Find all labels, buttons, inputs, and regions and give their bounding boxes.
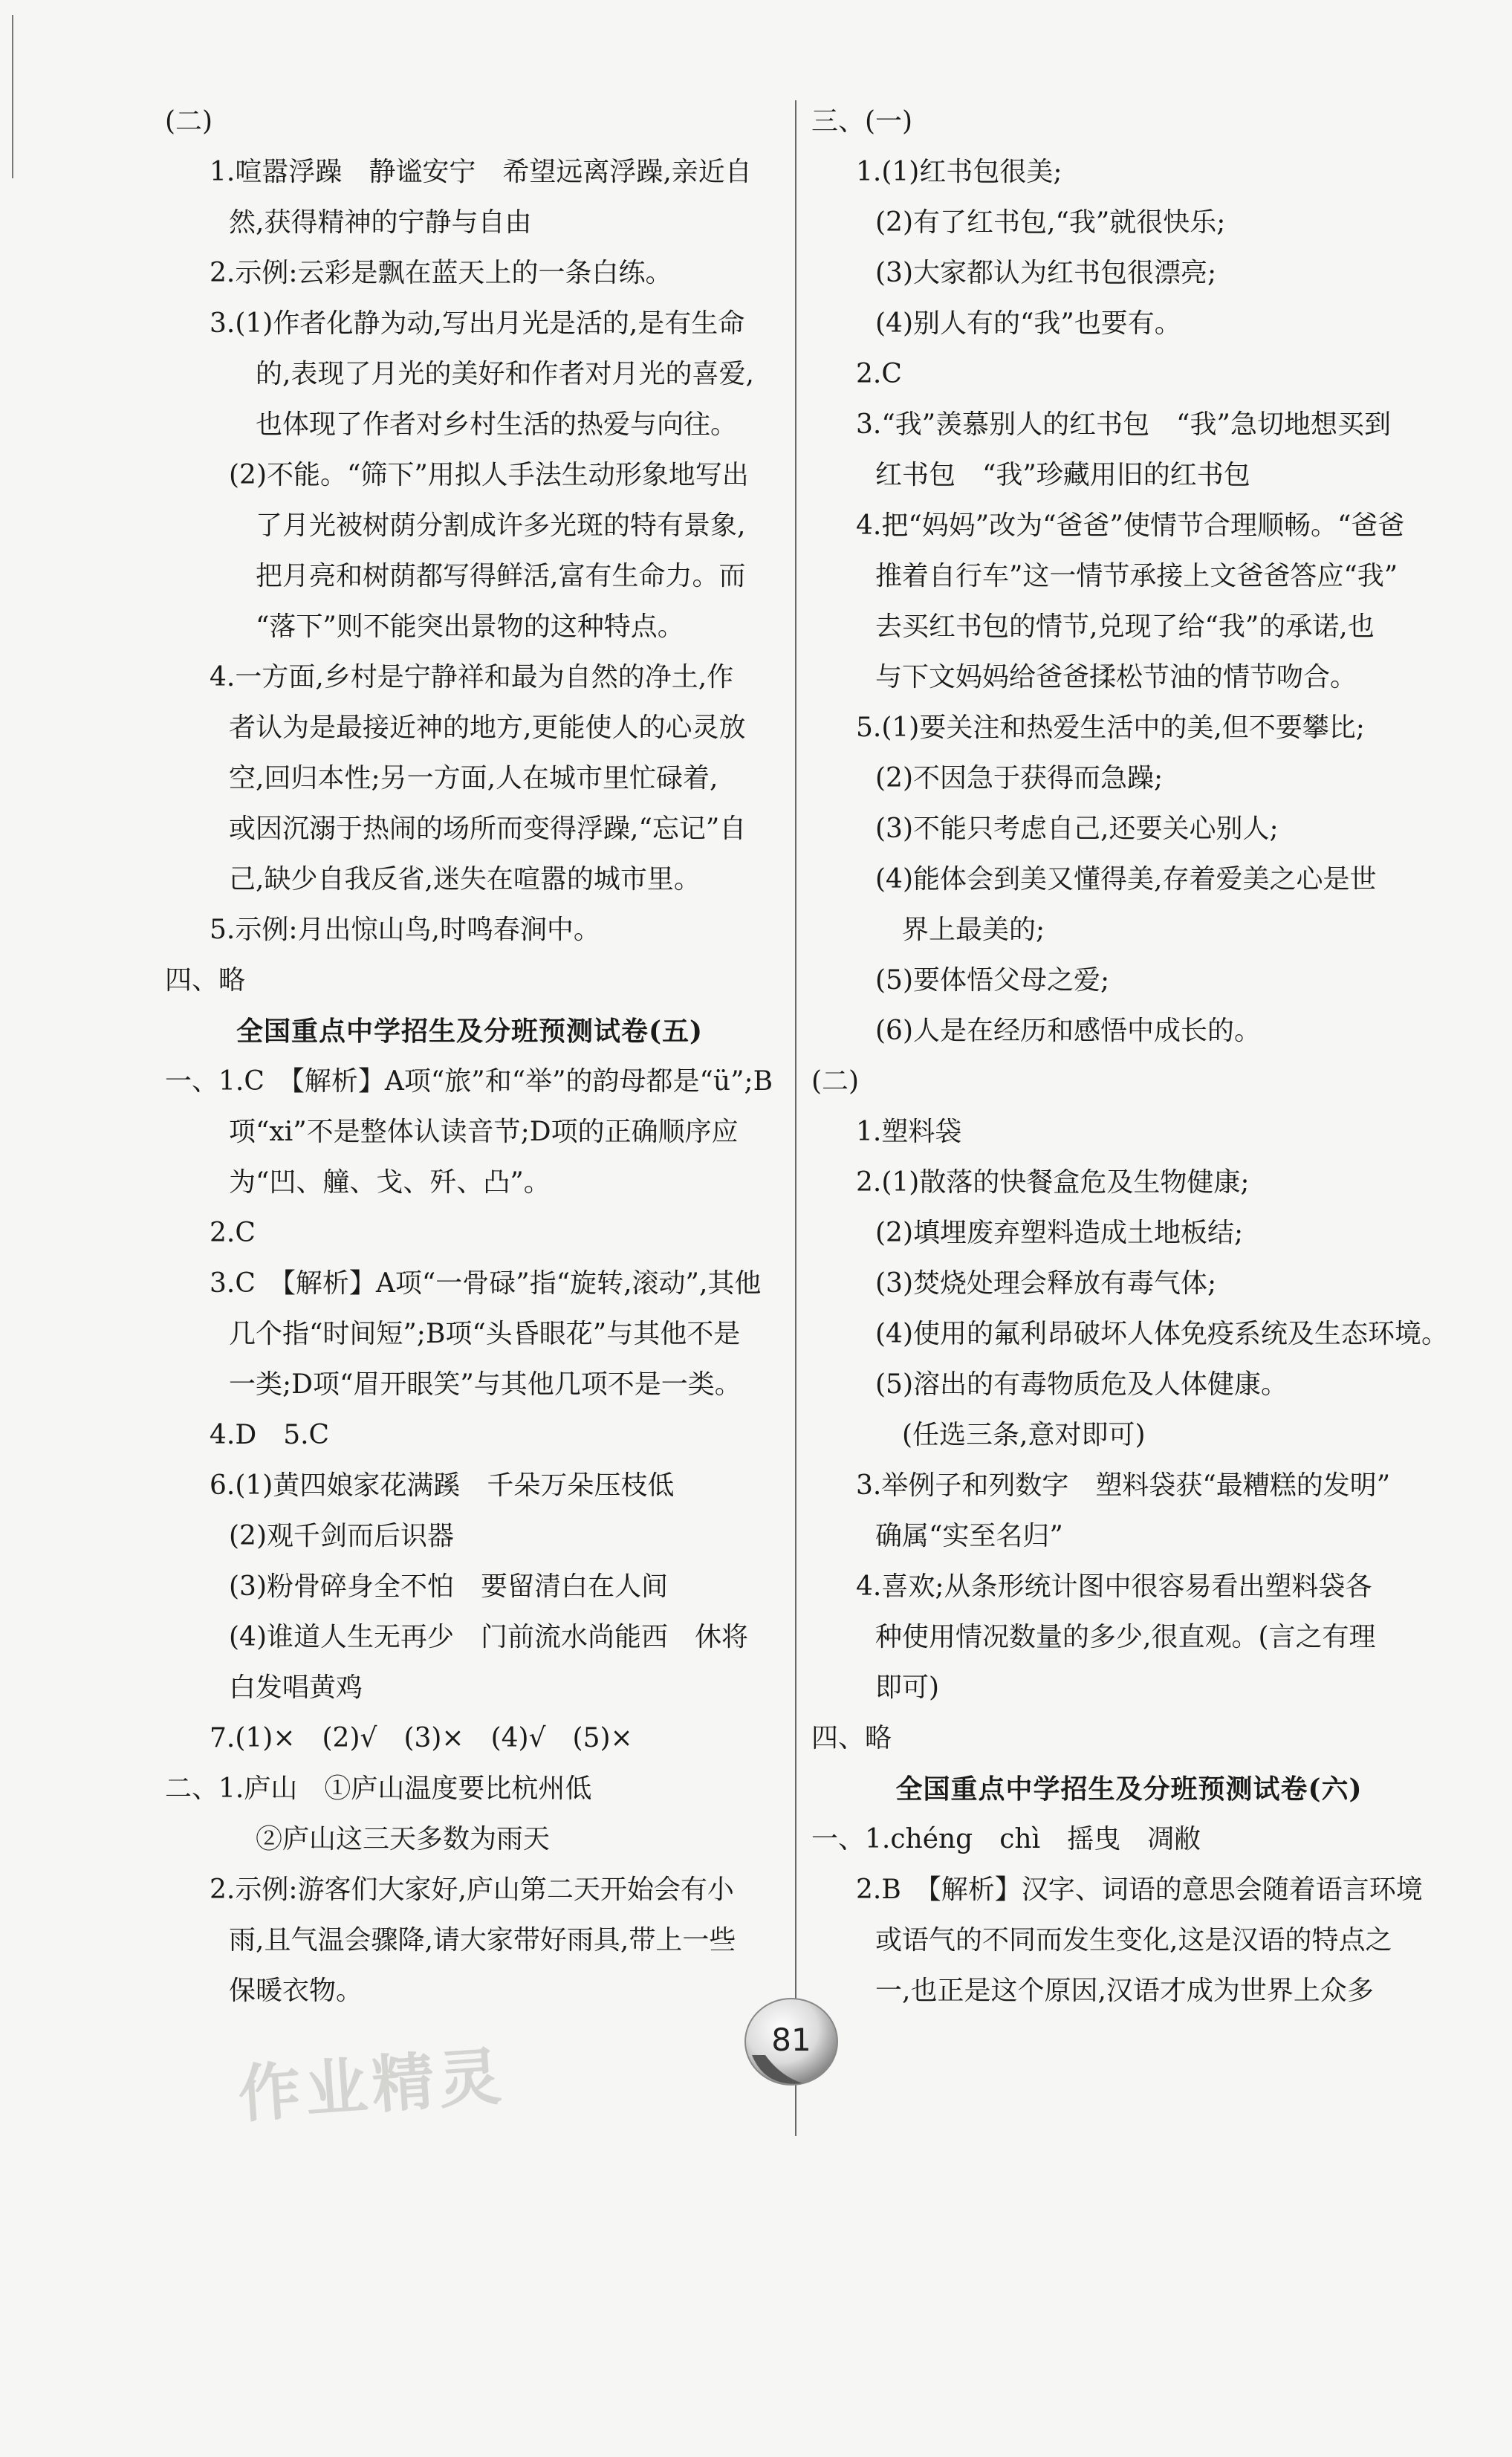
answer-line: 1.(1)红书包很美; (856, 157, 1062, 187)
answer-line: 的,表现了月光的美好和作者对月光的喜爱, (256, 359, 754, 389)
answer-line: 一类;D项“眉开眼笑”与其他几项不是一类。 (229, 1369, 742, 1400)
section-title: 全国重点中学招生及分班预测试卷(五) (236, 1016, 704, 1047)
answer-line: 4.D 5.C (210, 1420, 330, 1450)
answer-line: (二) (811, 1066, 860, 1097)
answer-line: 项“xi”不是整体认读音节;D项的正确顺序应 (229, 1117, 739, 1147)
answer-line: (二) (165, 106, 213, 137)
answer-line: 3.C 【解析】A项“一骨碌”指“旋转,滚动”,其他 (210, 1268, 762, 1299)
answer-line: 4.把“妈妈”改为“爸爸”使情节合理顺畅。“爸爸 (856, 510, 1405, 541)
answer-line: 5.示例:月出惊山鸟,时鸣春涧中。 (210, 915, 600, 945)
answer-line: 为“凹、艟、戈、歼、凸”。 (229, 1167, 551, 1198)
answer-line: 也体现了作者对乡村生活的热爱与向往。 (256, 409, 738, 440)
answer-line: (6)人是在经历和感悟中成长的。 (875, 1016, 1261, 1046)
answer-line: 或因沉溺于热闹的场所而变得浮躁,“忘记”自 (229, 814, 747, 844)
answer-line: (3)大家都认为红书包很漂亮; (875, 258, 1217, 288)
watermark-text: 作业精灵 (236, 2039, 508, 2132)
section-title: 全国重点中学招生及分班预测试卷(六) (895, 1773, 1363, 1805)
answer-line: (4)别人有的“我”也要有。 (875, 308, 1181, 339)
answer-line: 2.C (210, 1218, 256, 1248)
answer-line: 己,缺少自我反省,迷失在喧嚣的城市里。 (229, 864, 701, 895)
answer-line: 5.(1)要关注和热爱生活中的美,但不要攀比; (856, 713, 1365, 743)
answer-line: 1.塑料袋 (856, 1117, 962, 1147)
answer-line: 7.(1)× (2)√ (3)× (4)√ (5)× (210, 1723, 633, 1753)
answer-line: 6.(1)黄四娘家花满蹊 千朵万朵压枝低 (210, 1470, 675, 1501)
column-divider (795, 100, 796, 2136)
answer-line: 红书包 “我”珍藏用旧的红书包 (875, 460, 1250, 490)
answer-line: 者认为是最接近神的地方,更能使人的心灵放 (229, 713, 746, 743)
answer-line: (5)溶出的有毒物质危及人体健康。 (875, 1369, 1288, 1400)
answer-line: (3)粉骨碎身全不怕 要留清白在人间 (229, 1571, 668, 1602)
answer-line: 与下文妈妈给爸爸揉松节油的情节吻合。 (875, 662, 1357, 692)
answer-line: 四、略 (165, 965, 246, 996)
answer-line: 保暖衣物。 (229, 1976, 363, 2006)
answer-line: 或语气的不同而发生变化,这是汉语的特点之 (875, 1925, 1392, 1955)
answer-line: (3)不能只考虑自己,还要关心别人; (875, 814, 1279, 844)
answer-line: ②庐山这三天多数为雨天 (256, 1824, 551, 1854)
answer-line: (2)有了红书包,“我”就很快乐; (875, 207, 1226, 238)
answer-line: 空,回归本性;另一方面,人在城市里忙碌着, (229, 763, 718, 793)
answer-line: 2.示例:游客们大家好,庐山第二天开始会有小 (210, 1875, 734, 1905)
answer-line: “落下”则不能突出景物的这种特点。 (256, 611, 684, 642)
answer-line: 雨,且气温会骤降,请大家带好雨具,带上一些 (229, 1925, 736, 1955)
answer-line: 种使用情况数量的多少,很直观。(言之有理 (875, 1622, 1376, 1652)
answer-line: 2.示例:云彩是飘在蓝天上的一条白练。 (210, 258, 672, 288)
answer-line: 二、1.庐山 ①庐山温度要比杭州低 (165, 1773, 592, 1804)
answer-line: 2.(1)散落的快餐盒危及生物健康; (856, 1167, 1250, 1198)
answer-line: 然,获得精神的宁静与自由 (229, 207, 532, 238)
answer-line: (2)观千剑而后识器 (229, 1521, 454, 1551)
answer-line: (4)使用的氟利昂破坏人体免疫系统及生态环境。 (875, 1319, 1448, 1349)
answer-line: 4.一方面,乡村是宁静祥和最为自然的净土,作 (210, 662, 734, 692)
answer-line: (5)要体悟父母之爱; (875, 965, 1110, 996)
answer-line: 即可) (875, 1672, 940, 1703)
answer-line: 一、1.C 【解析】A项“旅”和“举”的韵母都是“ü”;B (165, 1066, 773, 1097)
answer-line: (4)谁道人生无再少 门前流水尚能西 休将 (229, 1622, 748, 1652)
answer-line: (任选三条,意对即可) (902, 1420, 1146, 1450)
answer-line: 界上最美的; (902, 915, 1045, 945)
answer-line: 2.B 【解析】汉字、词语的意思会随着语言环境 (856, 1875, 1423, 1905)
answer-line: 三、(一) (811, 106, 913, 137)
answer-line: (4)能体会到美又懂得美,存着爱美之心是世 (875, 864, 1377, 895)
answer-line: 3.(1)作者化静为动,写出月光是活的,是有生命 (210, 308, 745, 339)
answer-line: 确属“实至名归” (875, 1521, 1063, 1551)
answer-line: 推着自行车”这一情节承接上文爸爸答应“我” (875, 561, 1398, 591)
answer-line: 4.喜欢;从条形统计图中很容易看出塑料袋各 (856, 1571, 1372, 1602)
answer-line: (3)焚烧处理会释放有毒气体; (875, 1268, 1217, 1299)
answer-line: 四、略 (811, 1723, 892, 1753)
answer-line: (2)不因急于获得而急躁; (875, 763, 1164, 793)
page-number-badge (736, 1984, 847, 2095)
answer-line: (2)填埋废弃塑料造成土地板结; (875, 1218, 1244, 1248)
answer-line: 一、1.chéng chì 摇曳 凋敝 (811, 1824, 1201, 1854)
answer-line: 白发唱黄鸡 (229, 1672, 363, 1703)
answer-line: 一,也正是这个原因,汉语才成为世界上众多 (875, 1976, 1374, 2006)
answer-line: 了月光被树荫分割成许多光斑的特有景象, (256, 510, 746, 541)
left-answer-column (165, 97, 774, 2016)
answer-line: 3.“我”羡慕别人的红书包 “我”急切地想买到 (856, 409, 1391, 440)
answer-line: 把月亮和树荫都写得鲜活,富有生命力。而 (256, 561, 746, 591)
binding-edge-line (12, 15, 13, 178)
answer-line: 几个指“时间短”;B项“头昏眼花”与其他不是 (229, 1319, 741, 1349)
page-number: 81 (771, 2021, 811, 2058)
answer-line: 2.C (856, 359, 902, 389)
answer-line: 1.喧嚣浮躁 静谧安宁 希望远离浮躁,亲近自 (210, 157, 752, 187)
right-answer-column (811, 97, 1447, 2016)
answer-line: 3.举例子和列数字 塑料袋获“最糟糕的发明” (856, 1470, 1391, 1501)
answer-line: (2)不能。“筛下”用拟人手法生动形象地写出 (229, 460, 749, 490)
answer-line: 去买红书包的情节,兑现了给“我”的承诺,也 (875, 611, 1375, 642)
